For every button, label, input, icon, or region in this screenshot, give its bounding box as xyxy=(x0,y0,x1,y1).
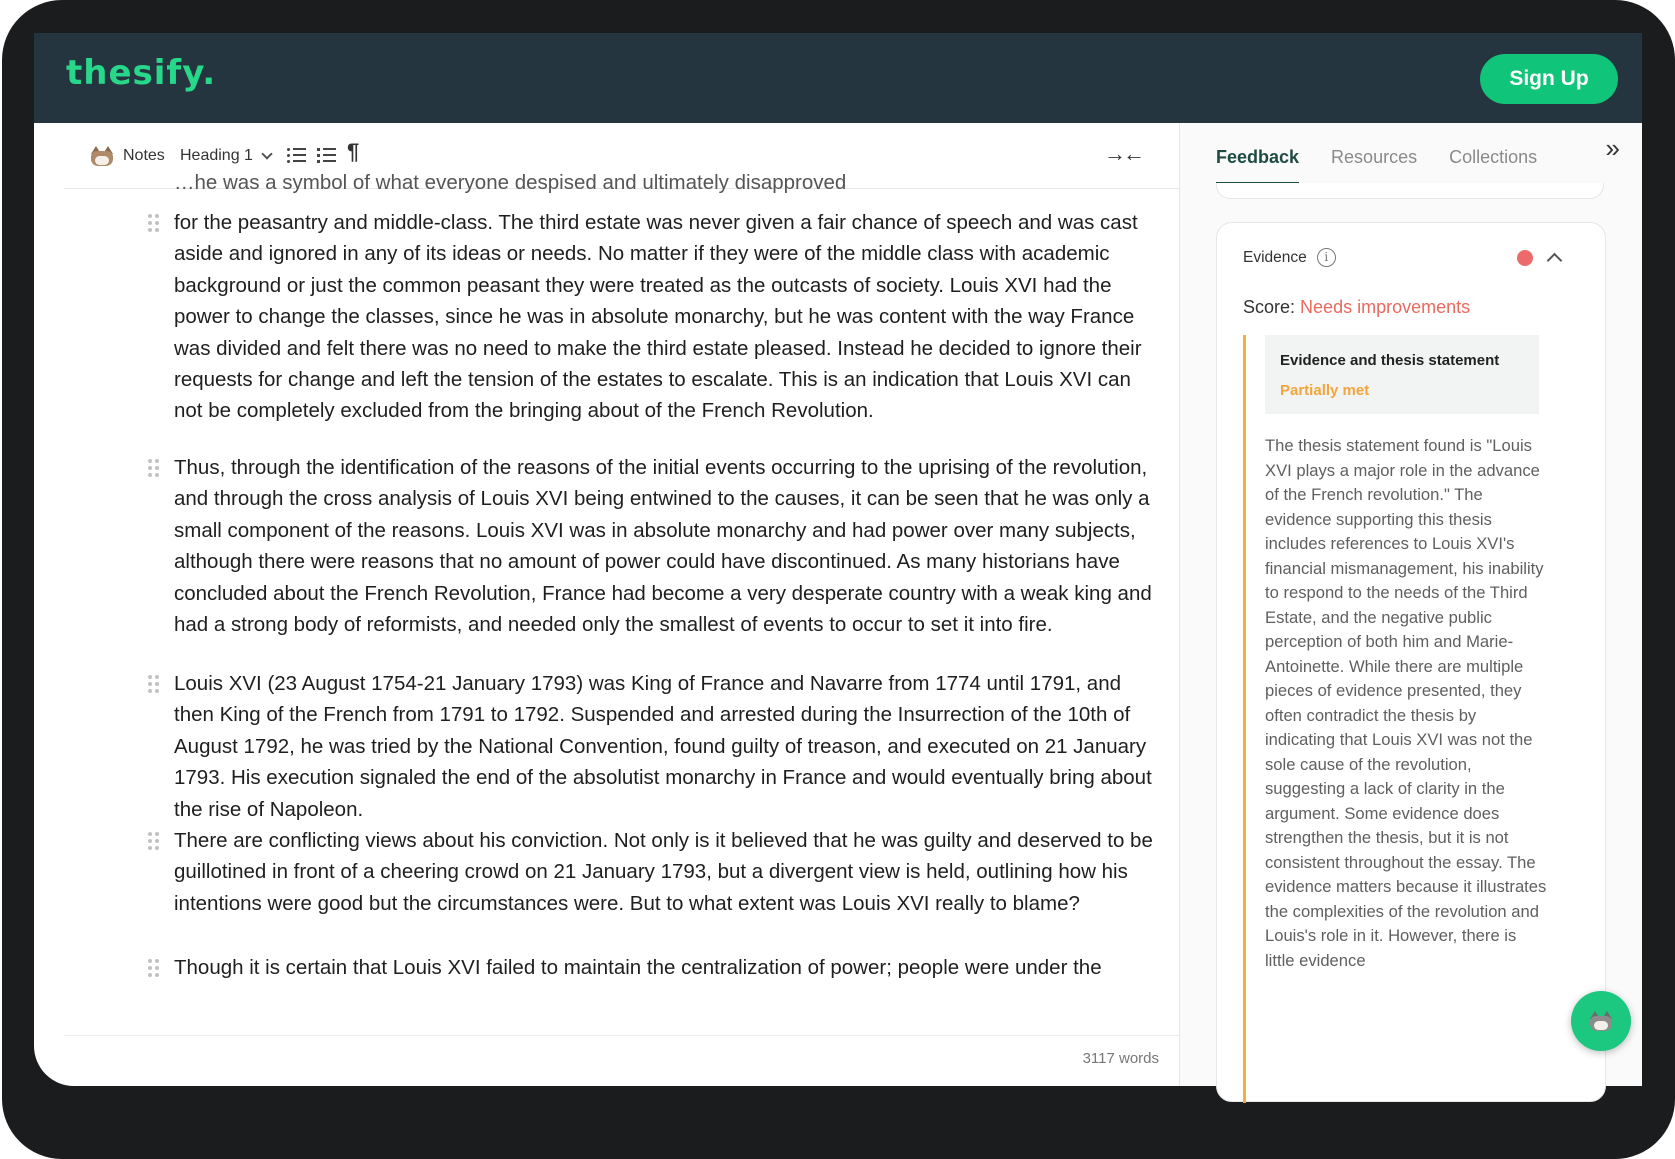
drag-handle-icon[interactable] xyxy=(148,214,160,234)
info-icon[interactable]: i xyxy=(1317,248,1336,267)
previous-card xyxy=(1216,183,1604,199)
drag-handle-icon[interactable] xyxy=(148,675,160,695)
paragraph[interactable] xyxy=(174,825,1154,919)
score-label: Score: xyxy=(1243,297,1296,317)
drag-handle-icon[interactable] xyxy=(148,459,160,479)
app-window xyxy=(34,33,1642,1086)
partial-line: …he was a symbol of what everyone despised and ultimately disapproved xyxy=(174,171,847,194)
chevron-up-icon[interactable] xyxy=(1547,253,1563,269)
document-content[interactable] xyxy=(64,171,1164,1035)
notes-label: Notes xyxy=(123,147,165,164)
evidence-title: Evidence xyxy=(1243,248,1307,266)
tab-collections[interactable]: Collections xyxy=(1449,147,1538,167)
cat-avatar-icon xyxy=(89,146,115,166)
tab-resources[interactable]: Resources xyxy=(1331,147,1418,167)
drag-handle-icon[interactable] xyxy=(148,959,160,979)
paragraph-text: Thus, through the identification of the reasons of the initial events occurring to the uprising of the revolution, and through the cross analysis of Louis XVI being entwined to the causes, it can be seen that he was only a small component of the reasons. Louis XVI was in absolute monarchy and had power over many subjects, although there were reasons that no amount of power could have discontinued. As many historians have concluded about the French Revolution, France had become a very desperate country with a weak king and had a strong body of reformists, and needed only the smallest of events to occur to set it into fire. xyxy=(174,456,1152,637)
assistant-chat-button[interactable] xyxy=(1571,991,1631,1051)
criterion-box xyxy=(1265,335,1539,414)
criterion-status: Partially met xyxy=(1280,382,1370,399)
heading-label: Heading 1 xyxy=(180,147,253,164)
panel-tabs xyxy=(1216,147,1537,185)
accent-bar xyxy=(1243,335,1246,1103)
paragraph-text: for the peasantry and middle-class. The third estate was never given a fair chance of speech and was cast aside and ignored in any of its ideas or needs. No matter if they were of the middle class with academic background or just the common peasant they were treated as the outcasts of society. Louis XVI had the power to change the classes, since he was in absolute monarchy, but he was content with the way France was divided and felt there was no need to make the third estate pleased. Instead he decided to ignore their requests for change and left the tension of the estates to escalate. This is an indication that Louis XVI can not be completely excluded from the bringing about of the French Revolution. xyxy=(174,211,1142,423)
top-bar xyxy=(34,33,1642,123)
cat-avatar-icon xyxy=(1588,1011,1614,1031)
sign-up-button[interactable]: Sign Up xyxy=(1480,54,1618,104)
collapse-icon[interactable]: →← xyxy=(1104,141,1142,166)
evidence-card xyxy=(1216,222,1606,1102)
paragraph[interactable] xyxy=(174,207,1154,427)
paragraph[interactable] xyxy=(174,452,1154,640)
thesify-logo[interactable]: thesify. xyxy=(66,53,217,93)
editor xyxy=(64,123,1179,1086)
feedback-panel xyxy=(1180,123,1642,1086)
pilcrow-icon[interactable]: ¶ xyxy=(347,139,360,164)
paragraph[interactable] xyxy=(174,952,1154,983)
drag-handle-icon[interactable] xyxy=(148,832,160,852)
status-dot xyxy=(1517,250,1533,266)
word-count: 3117 words xyxy=(1082,1050,1159,1067)
paragraph-text: Though it is certain that Louis XVI failed to maintain the centralization of power; people were under the xyxy=(174,956,1102,979)
paragraph-text: There are conflicting views about his conviction. Not only is it believed that he was guilty and deserved to be guillotined in front of a cheering crowd on 21 January 1793, but a divergent view is held, outlining how his intentions were good but the circumstances were. But to what extent was Louis XVI really to blame? xyxy=(174,829,1153,915)
criterion-name: Evidence and thesis statement xyxy=(1280,352,1500,369)
paragraph[interactable] xyxy=(174,668,1154,825)
expand-panel-icon[interactable]: » xyxy=(1605,133,1620,163)
score-line xyxy=(1243,297,1470,318)
evidence-feedback-text: The thesis statement found is "Louis XVI plays a major role in the advance of the French revolution." The evidence supporting this thesis includes references to Louis XVI's financial mismanagement, his inability to respond to the needs of the Third Estate, and the negative public perception of both him and Marie-Antoinette. While there are multiple pieces of evidence presented, they often contradict the thesis by indicating that Louis XVI was not the sole cause of the revolution, suggesting a lack of clarity in the argument. Some evidence does strengthen the thesis, but it is not consistent throughout the essay. The evidence matters because it illustrates the complexities of the revolution and Louis's role in it. However, there is little evidence xyxy=(1265,436,1547,970)
editor-footer xyxy=(64,1035,1179,1086)
chevron-down-icon xyxy=(261,148,272,159)
bullet-list-icon[interactable] xyxy=(286,145,308,165)
evidence-header[interactable] xyxy=(1243,248,1336,267)
score-value: Needs improvements xyxy=(1300,297,1471,317)
notes-button[interactable] xyxy=(89,123,165,189)
paragraph-text: Louis XVI (23 August 1754-21 January 1793) was King of France and Navarre from 1774 until 1791, and then King of the French from 1791 to 1792. Suspended and arrested during the Insurrection of the 10th of August 1792, he was tried by the National Convention, found guilty of treason, and executed on 21 January 1793. His execution signaled the end of the absolutist monarchy in France and would eventually bring about the rise of Napoleon. xyxy=(174,672,1152,821)
numbered-list-icon[interactable] xyxy=(316,145,338,165)
tab-feedback[interactable]: Feedback xyxy=(1216,147,1299,185)
